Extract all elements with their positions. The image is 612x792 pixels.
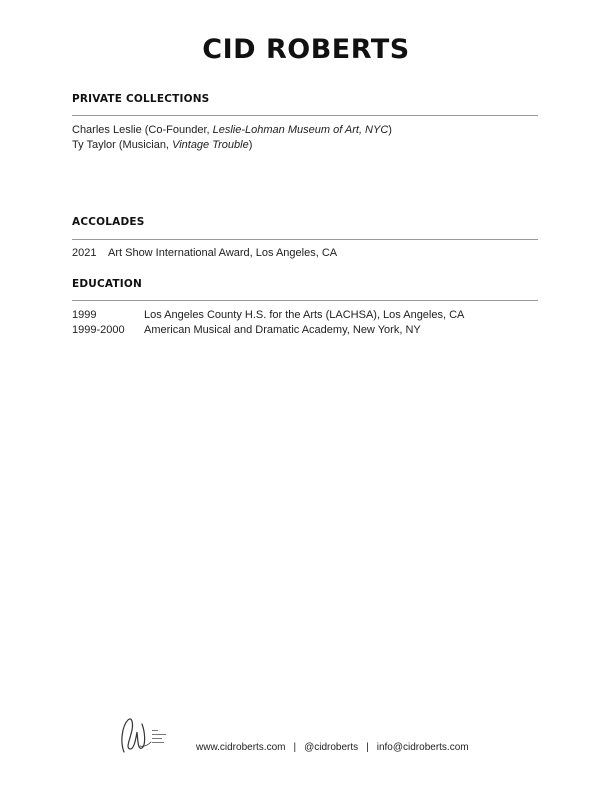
footer-contact [196, 742, 469, 753]
social-handle-link[interactable]: @cidroberts [304, 742, 359, 753]
education-text: Los Angeles County H.S. for the Arts (LACHSA), Los Angeles, CA [144, 309, 465, 321]
collection-entry [72, 139, 252, 151]
section-divider [72, 300, 538, 301]
education-year: 1999 [72, 309, 97, 321]
collection-entry-close: ) [388, 124, 392, 136]
private-collections-heading: PRIVATE COLLECTIONS [72, 93, 210, 105]
website-link[interactable]: www.cidroberts.com [196, 742, 286, 753]
collection-entry-institution: Leslie-Lohman Museum of Art, NYC [212, 124, 389, 136]
education-heading: EDUCATION [72, 278, 143, 290]
signature-logo-icon [116, 712, 176, 756]
email-link[interactable]: info@cidroberts.com [376, 742, 469, 753]
footer-separator: | [293, 742, 297, 753]
section-divider [72, 239, 538, 240]
accolades-heading: ACCOLADES [72, 216, 145, 228]
collection-entry [72, 124, 392, 136]
section-divider [72, 115, 538, 116]
collection-entry-text: Charles Leslie (Co-Founder, [72, 124, 213, 136]
footer-separator: | [366, 742, 369, 753]
collection-entry-text: Ty Taylor (Musician, [72, 139, 173, 151]
accolade-year: 2021 [72, 247, 97, 259]
collection-entry-close: ) [248, 139, 253, 151]
accolade-text: Art Show International Award, Los Angeles, CA [108, 247, 338, 259]
collection-entry-band: Vintage Trouble [172, 139, 249, 151]
education-year: 1999-2000 [72, 324, 125, 336]
page-title: CID ROBERTS [202, 34, 410, 65]
education-text: American Musical and Dramatic Academy, New York, NY [144, 324, 421, 336]
